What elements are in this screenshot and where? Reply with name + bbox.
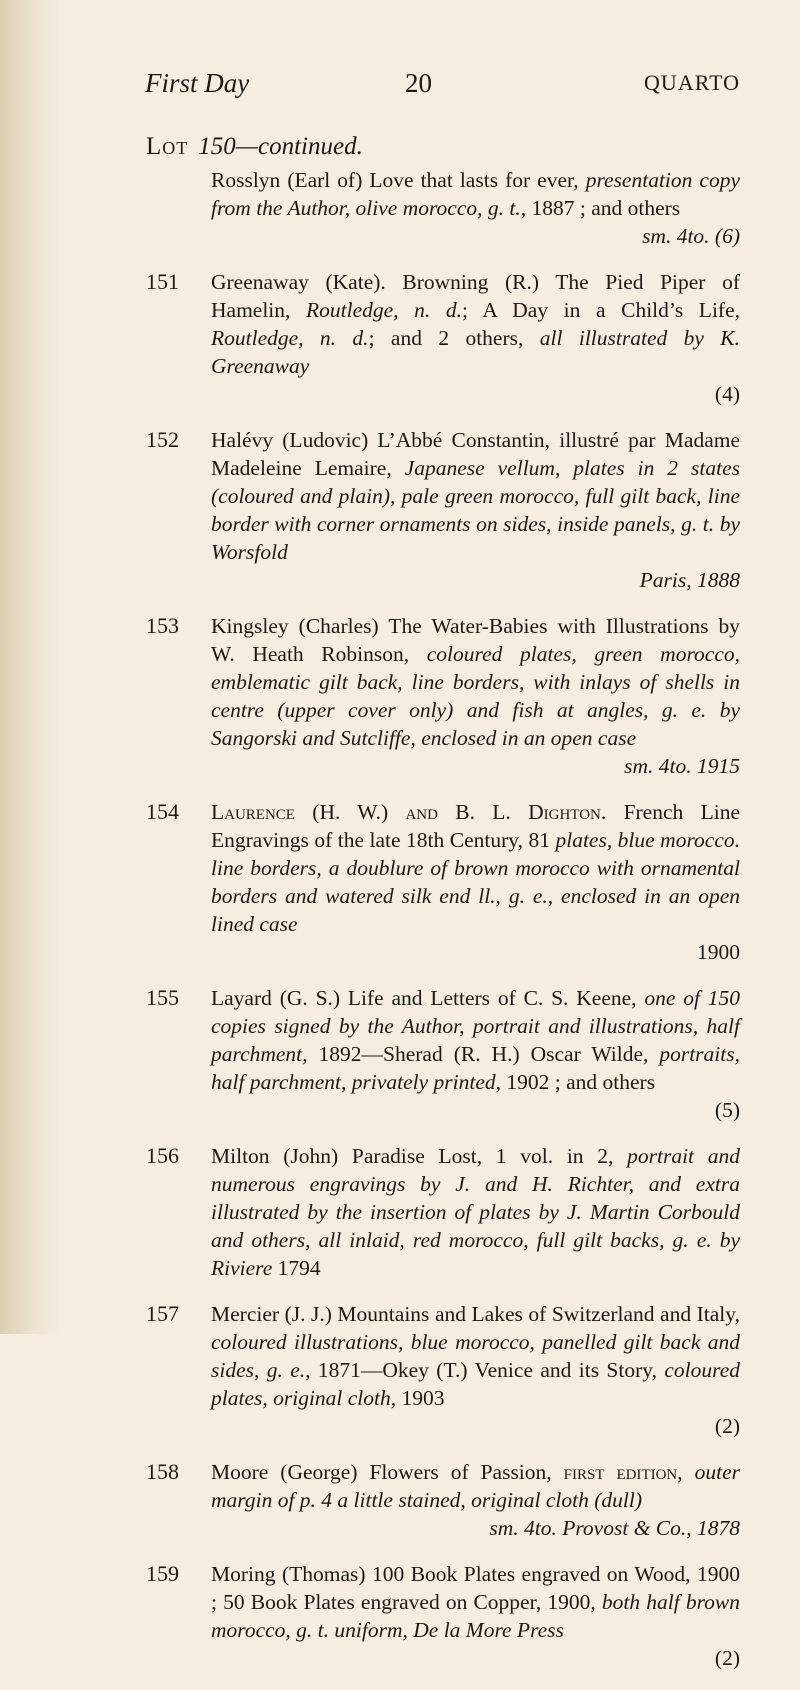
catalogue-entry xyxy=(146,426,740,594)
entry-text xyxy=(211,1562,740,1642)
running-header xyxy=(145,68,740,108)
page-number: 20 xyxy=(405,68,432,98)
lot-number: 159 xyxy=(146,1561,179,1586)
lot-word: Lot xyxy=(146,133,189,160)
entry-text-part: coloured plates, original cloth, xyxy=(211,1358,740,1410)
entry-text-part: ; A Day in a Child’s Life, xyxy=(461,298,740,322)
entry-tail: (5) xyxy=(714,1098,740,1122)
entry-text-part: Moore (George) Flowers of Passion, xyxy=(211,1460,564,1484)
entry-text-part: ; and 2 others, xyxy=(368,326,540,350)
entry-text xyxy=(211,168,740,220)
catalogue-entry xyxy=(146,1300,740,1440)
entry-tail: sm. 4to. Provost & Co., 1878 xyxy=(489,1516,740,1540)
entry-text-part: Layard (G. S.) Life and Letters of C. S. Keene, xyxy=(211,986,645,1010)
page-edge-shadow xyxy=(0,0,60,1334)
entry-tail: (2) xyxy=(714,1646,740,1670)
catalogue-entry xyxy=(146,1142,740,1282)
entry-text-part: coloured plates, green morocco, emblematic gilt back, line borders, with inlays of shells in centre (upper cover only) and fish at angles, g. e. by Sangorski and Sutcliffe, enclosed in an open case xyxy=(211,642,740,750)
catalogue-entry xyxy=(146,166,740,250)
entry-text xyxy=(211,986,740,1094)
entry-text-part: Japanese vellum, plates in 2 states (coloured and plain), pale green morocco, full gilt back, line border with corner ornaments on sides, inside panels, g. t. by Worsfold xyxy=(211,456,740,564)
entry-text-part: 1871—Okey (T.) Venice and its Story, xyxy=(310,1358,665,1382)
entry-text-part: French Line Engravings of the late 18th Century, 81 xyxy=(211,800,740,852)
lot-number: 157 xyxy=(146,1301,179,1326)
entry-text xyxy=(211,800,740,936)
entry-text-part: Mercier (J. J.) Mountains and Lakes of Switzerland and Italy, xyxy=(211,1302,740,1326)
entry-tail: (4) xyxy=(714,382,740,406)
entry-text-part: portraits, half parchment, privately printed, xyxy=(211,1042,740,1094)
entry-text-part: portrait and numerous engravings by J. and H. Richter, and extra illustrated by the insertion of plates by J. Martin Corbould and others, all inlaid, red morocco, full gilt backs, g. e. by Riviere xyxy=(211,1144,740,1280)
running-header-left: First Day xyxy=(145,68,250,98)
entry-text xyxy=(211,1302,740,1410)
entry-text-part: 1892—Sherad (R. H.) Oscar Wilde, xyxy=(307,1042,660,1066)
entry-text-part: both half brown morocco, g. t. uniform, De la More Press xyxy=(211,1590,740,1642)
entry-text-part: one of 150 copies signed by the Author, portrait and illustrations, half parchment, xyxy=(211,986,740,1066)
lot-continued-heading xyxy=(146,133,363,161)
lot-number: 151 xyxy=(146,269,179,294)
entry-tail: (2) xyxy=(714,1414,740,1438)
entry-text xyxy=(211,614,740,750)
entry-text-part: 1794 xyxy=(272,1256,321,1280)
entry-text-part: 1902 ; and others xyxy=(501,1070,656,1094)
entry-text-part: plates, blue morocco. line borders, a doublure of brown morocco with ornamental borders and watered silk end ll., g. e., enclosed in an open lined case xyxy=(211,828,740,936)
lot-number: 158 xyxy=(146,1459,179,1484)
catalogue-entry xyxy=(146,612,740,780)
entry-text-part: all illustrated by K. Greenaway xyxy=(211,326,740,378)
catalogue-entry xyxy=(146,268,740,408)
entry-text-part: Halévy (Ludovic) L’Abbé Constantin, illustré par Madame Madeleine Lemaire, xyxy=(211,428,740,480)
lot-number: 155 xyxy=(146,985,179,1010)
entry-tail: sm. 4to. 1915 xyxy=(624,754,740,778)
entry-text-part: outer margin of p. 4 a little stained, original cloth (dull) xyxy=(211,1460,740,1512)
running-header-right: QUARTO xyxy=(644,70,740,95)
catalogue-entry xyxy=(146,1560,740,1672)
entry-text-part: Greenaway (Kate). Browning (R.) The Pied Piper of Hamelin, xyxy=(211,270,740,322)
entry-text-part: first edition, xyxy=(563,1460,683,1484)
entry-text-part: coloured illustrations, blue morocco, panelled gilt back and sides, g. e., xyxy=(211,1330,740,1382)
entry-tail: Paris, 1888 xyxy=(639,568,740,592)
entry-text-part: Routledge, n. d. xyxy=(306,298,462,322)
lot-number: 152 xyxy=(146,427,179,452)
lot-continued-label: 150—continued. xyxy=(198,133,363,160)
entry-text xyxy=(211,1144,740,1280)
entry-tail: sm. 4to. (6) xyxy=(642,224,740,248)
entry-text xyxy=(211,1460,740,1512)
entry-text-part: Routledge, n. d. xyxy=(211,326,369,350)
entry-text-part: Kingsley (Charles) The Water-Babies with Illustrations by W. Heath Robinson, xyxy=(211,614,740,666)
catalogue-entry xyxy=(146,1458,740,1542)
entry-text-part: Moring (Thomas) 100 Book Plates engraved on Wood, 1900 ; 50 Book Plates engraved on Copper, 1900, xyxy=(211,1562,740,1614)
entry-text-part: 1887 ; and others xyxy=(526,196,681,220)
lot-number: 156 xyxy=(146,1143,179,1168)
lot-number: 153 xyxy=(146,613,179,638)
entry-text xyxy=(211,270,740,378)
entry-text-part: Milton (John) Paradise Lost, 1 vol. in 2, xyxy=(211,1144,628,1168)
lot-number: 154 xyxy=(146,799,179,824)
entry-text-part: Laurence (H. W.) and B. L. Dighton. xyxy=(211,800,607,824)
catalogue-entry xyxy=(146,984,740,1124)
catalogue-entries xyxy=(146,166,740,1690)
entry-tail: 1900 xyxy=(697,940,740,964)
catalogue-entry xyxy=(146,798,740,966)
entry-text-part: 1903 xyxy=(396,1386,445,1410)
entry-text-part: Rosslyn (Earl of) Love that lasts for ever, xyxy=(211,168,586,192)
entry-text xyxy=(211,428,740,564)
entry-text-part: presentation copy from the Author, olive morocco, g. t., xyxy=(211,168,740,220)
